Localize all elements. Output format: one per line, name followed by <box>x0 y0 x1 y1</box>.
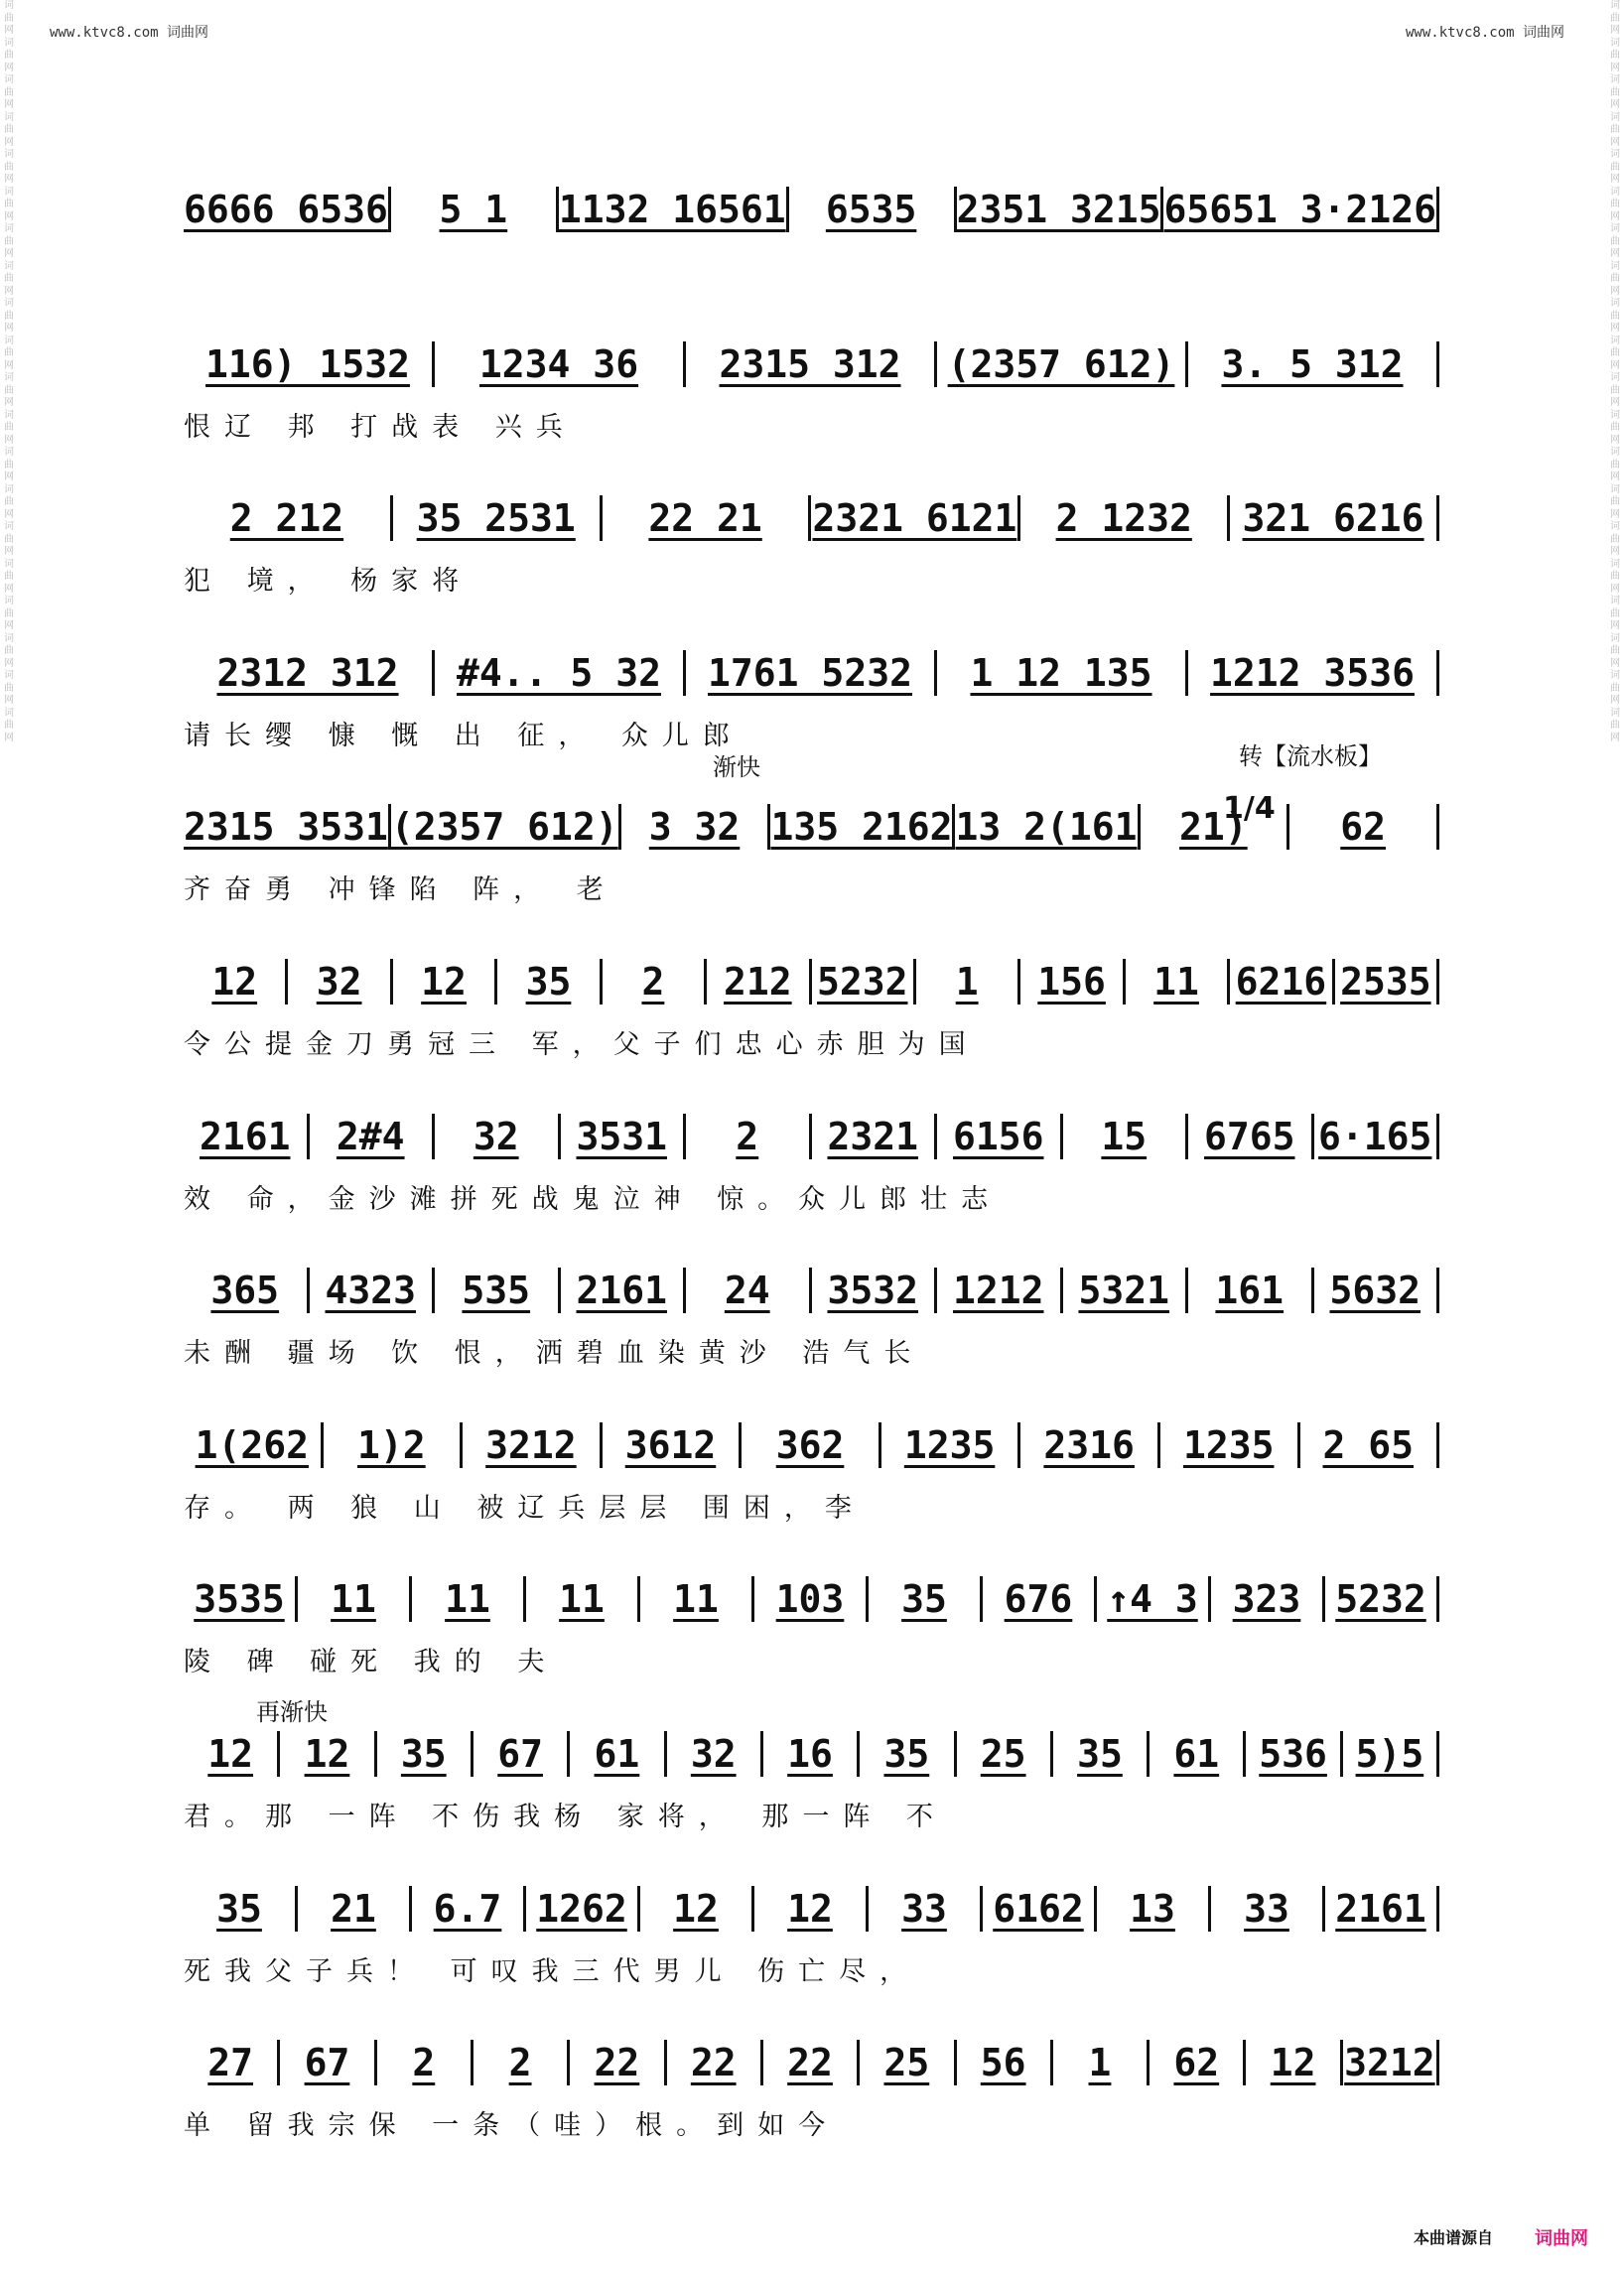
measure: 1 <box>1053 2040 1150 2085</box>
score-line <box>184 304 1439 459</box>
score-line <box>184 612 1439 767</box>
measure: 67 <box>280 2040 376 2085</box>
score-line <box>184 921 1439 1076</box>
measure: 6535 <box>789 187 957 232</box>
measure: 35 <box>184 1886 298 1932</box>
measure: 1212 <box>937 1268 1063 1313</box>
measure: 12 <box>184 1731 280 1777</box>
lyric-line: 陵 碑 碰死 我的 夫 <box>184 1647 559 1678</box>
measure: #4.. 5 32 <box>435 650 686 696</box>
measure: 65651 3·2126 <box>1163 187 1439 232</box>
score-line <box>184 1848 1439 2003</box>
measure: 56 <box>957 2040 1053 2085</box>
score-line <box>184 2002 1439 2157</box>
measure: 1235 <box>1160 1422 1300 1468</box>
measure: 35 <box>497 959 602 1005</box>
measure: 61 <box>1150 1731 1246 1777</box>
measure: 4323 <box>310 1268 436 1313</box>
measure: 2315 312 <box>686 341 937 387</box>
measure: 32 <box>288 959 392 1005</box>
measure: 3535 <box>184 1576 298 1622</box>
measure: 5232 <box>812 959 916 1005</box>
lyric-line: 存。 两 狼 山 被辽兵层层 围困，李 <box>184 1492 866 1524</box>
sidebar-watermark-left: 词曲网词曲网词曲网词曲网词曲网词曲网词曲网词曲网词曲网词曲网词曲网词曲网词曲网词曲网词曲网词曲网词曲网词曲网词曲网词曲网 <box>4 0 14 743</box>
measure: 2 65 <box>1300 1422 1440 1468</box>
jianpu-score <box>184 149 1439 2157</box>
measure: 12 <box>393 959 497 1005</box>
measure: 2 1232 <box>1020 495 1230 541</box>
measure: 323 <box>1211 1576 1325 1622</box>
measure: 15 <box>1063 1114 1189 1159</box>
measure: 2 <box>686 1114 812 1159</box>
lyric-line: 效 命，金沙滩拼死战鬼泣神 惊。众儿郎壮志 <box>184 1183 1003 1215</box>
score-line <box>184 458 1439 612</box>
lyric-line: 请长缨 慷 慨 出 征， 众儿郎 <box>184 720 744 751</box>
measure: 12 <box>184 959 288 1005</box>
brand-logo: 词曲网 <box>1535 2228 1588 2249</box>
measure: 22 <box>570 2040 666 2085</box>
measure: 6666 6536 <box>184 187 391 232</box>
measure: 2315 3531 <box>184 804 391 850</box>
score-line <box>184 1230 1439 1385</box>
measure: 35 <box>869 1576 983 1622</box>
score-line <box>184 1385 1439 1540</box>
measure: 6216 <box>1230 959 1334 1005</box>
site-watermark-right: www.ktvc8.com 词曲网 <box>1405 25 1564 41</box>
measure: 12 <box>1246 2040 1342 2085</box>
measure: 1212 3536 <box>1188 650 1439 696</box>
measure: 5)5 <box>1343 1731 1439 1777</box>
measure: 11 <box>526 1576 640 1622</box>
measure: 2321 <box>812 1114 938 1159</box>
measure: 3532 <box>812 1268 938 1313</box>
score-line <box>184 149 1439 304</box>
measure: 116) 1532 <box>184 341 435 387</box>
measure: 12 <box>754 1886 869 1932</box>
measure: 321 6216 <box>1230 495 1439 541</box>
measure: 3612 <box>603 1422 743 1468</box>
measure: ↑4 3 <box>1097 1576 1211 1622</box>
measure: 5232 <box>1325 1576 1439 1622</box>
measure: 24 <box>686 1268 812 1313</box>
measure: 35 <box>860 1731 956 1777</box>
measure: 2321 6121 <box>811 495 1020 541</box>
measure: 35 2531 <box>393 495 603 541</box>
lyric-line: 犯 境， 杨家将 <box>184 566 474 598</box>
measure: 2161 <box>184 1114 310 1159</box>
measure: 156 <box>1020 959 1125 1005</box>
measure: 22 <box>763 2040 860 2085</box>
measure: 2 212 <box>184 495 393 541</box>
tempo-change-mark: 转【流水板】 <box>1239 742 1382 770</box>
source-label: 本曲谱源自 <box>1413 2228 1493 2247</box>
measure: 35 <box>377 1731 474 1777</box>
measure: 25 <box>957 1731 1053 1777</box>
measure: 6162 <box>983 1886 1097 1932</box>
measure: 21) <box>1141 804 1290 850</box>
measure: 362 <box>742 1422 881 1468</box>
measure: 25 <box>860 2040 956 2085</box>
site-watermark-left: www.ktvc8.com 词曲网 <box>50 25 209 41</box>
measure: 536 <box>1246 1731 1342 1777</box>
measure: 2535 <box>1335 959 1439 1005</box>
measure: 22 <box>667 2040 763 2085</box>
measure: 2 <box>474 2040 570 2085</box>
lyric-line: 未酬 疆场 饮 恨，洒碧血染黄沙 浩气长 <box>184 1338 925 1370</box>
measure: 11 <box>640 1576 754 1622</box>
measure: 6765 <box>1188 1114 1314 1159</box>
measure: 11 <box>412 1576 526 1622</box>
measure: 3. 5 312 <box>1188 341 1439 387</box>
measure: 1 <box>916 959 1020 1005</box>
measure: 365 <box>184 1268 310 1313</box>
measure: 33 <box>869 1886 983 1932</box>
measure: 6·165 <box>1314 1114 1440 1159</box>
measure: 1(262 <box>184 1422 324 1468</box>
measure: 1235 <box>881 1422 1021 1468</box>
measure: 3531 <box>561 1114 687 1159</box>
measure: 2351 3215 <box>957 187 1164 232</box>
score-line <box>184 1693 1439 1848</box>
measure: 32 <box>435 1114 561 1159</box>
measure: 535 <box>435 1268 561 1313</box>
measure: 1761 5232 <box>686 650 937 696</box>
accelerando-again-mark: 再渐快 <box>256 1698 328 1726</box>
measure: 676 <box>983 1576 1097 1622</box>
measure: 12 <box>280 1731 376 1777</box>
measure: 135 2162 <box>770 804 955 850</box>
measure: 2312 312 <box>184 650 435 696</box>
measure: 21 <box>298 1886 412 1932</box>
measure: 1132 16561 <box>559 187 789 232</box>
measure: 212 <box>707 959 811 1005</box>
measure: 67 <box>474 1731 570 1777</box>
measure: 11 <box>1126 959 1230 1005</box>
measure: 12 <box>640 1886 754 1932</box>
score-line <box>184 1076 1439 1231</box>
measure: 2 <box>377 2040 474 2085</box>
measure: 13 2(161 <box>955 804 1140 850</box>
measure: 1 12 135 <box>937 650 1188 696</box>
measure: 22 21 <box>603 495 812 541</box>
measure: 103 <box>754 1576 869 1622</box>
measure: 1234 36 <box>435 341 686 387</box>
measure: 6.7 <box>412 1886 526 1932</box>
measure: 5321 <box>1063 1268 1189 1313</box>
time-signature: 1/4 <box>1223 791 1276 826</box>
measure: 2 <box>603 959 707 1005</box>
measure: 32 <box>667 1731 763 1777</box>
measure: 2316 <box>1020 1422 1160 1468</box>
measure: 33 <box>1211 1886 1325 1932</box>
measure: 62 <box>1150 2040 1246 2085</box>
measure: 13 <box>1097 1886 1211 1932</box>
measure: 35 <box>1053 1731 1150 1777</box>
measure: 2161 <box>1325 1886 1439 1932</box>
lyric-line: 令公提金刀勇冠三 军，父子们忠心赤胆为国 <box>184 1028 980 1060</box>
measure: 5 1 <box>391 187 559 232</box>
score-line <box>184 766 1439 921</box>
measure: 161 <box>1188 1268 1314 1313</box>
measure: 3 32 <box>621 804 771 850</box>
measure: 62 <box>1289 804 1439 850</box>
measure: (2357 612) <box>391 804 621 850</box>
measure: 61 <box>570 1731 666 1777</box>
lyric-line: 恨辽 邦 打战表 兴兵 <box>184 411 577 443</box>
score-line <box>184 1539 1439 1693</box>
measure: 1262 <box>526 1886 640 1932</box>
lyric-line: 死我父子兵！ 可叹我三代男儿 伤亡尽， <box>184 1955 921 1987</box>
measure: 2#4 <box>310 1114 436 1159</box>
measure: (2357 612) <box>937 341 1188 387</box>
measure: 6156 <box>937 1114 1063 1159</box>
measure: 27 <box>184 2040 280 2085</box>
lyric-line: 单 留我宗保 一条（哇）根。到如今 <box>184 2110 840 2142</box>
accelerando-mark: 渐快 <box>713 753 760 781</box>
measure: 1)2 <box>324 1422 464 1468</box>
measure: 11 <box>298 1576 412 1622</box>
measure: 3212 <box>463 1422 603 1468</box>
measure: 5632 <box>1314 1268 1440 1313</box>
measure: 2161 <box>561 1268 687 1313</box>
measure: 3212 <box>1343 2040 1439 2085</box>
lyric-line: 君。那 一阵 不伤我杨 家将， 那一阵 不 <box>184 1801 947 1832</box>
lyric-line: 齐奋勇 冲锋陷 阵， 老 <box>184 874 617 906</box>
measure: 16 <box>763 1731 860 1777</box>
sidebar-watermark-right: 词曲网词曲网词曲网词曲网词曲网词曲网词曲网词曲网词曲网词曲网词曲网词曲网词曲网词曲网词曲网词曲网词曲网词曲网词曲网词曲网 <box>1610 0 1620 743</box>
